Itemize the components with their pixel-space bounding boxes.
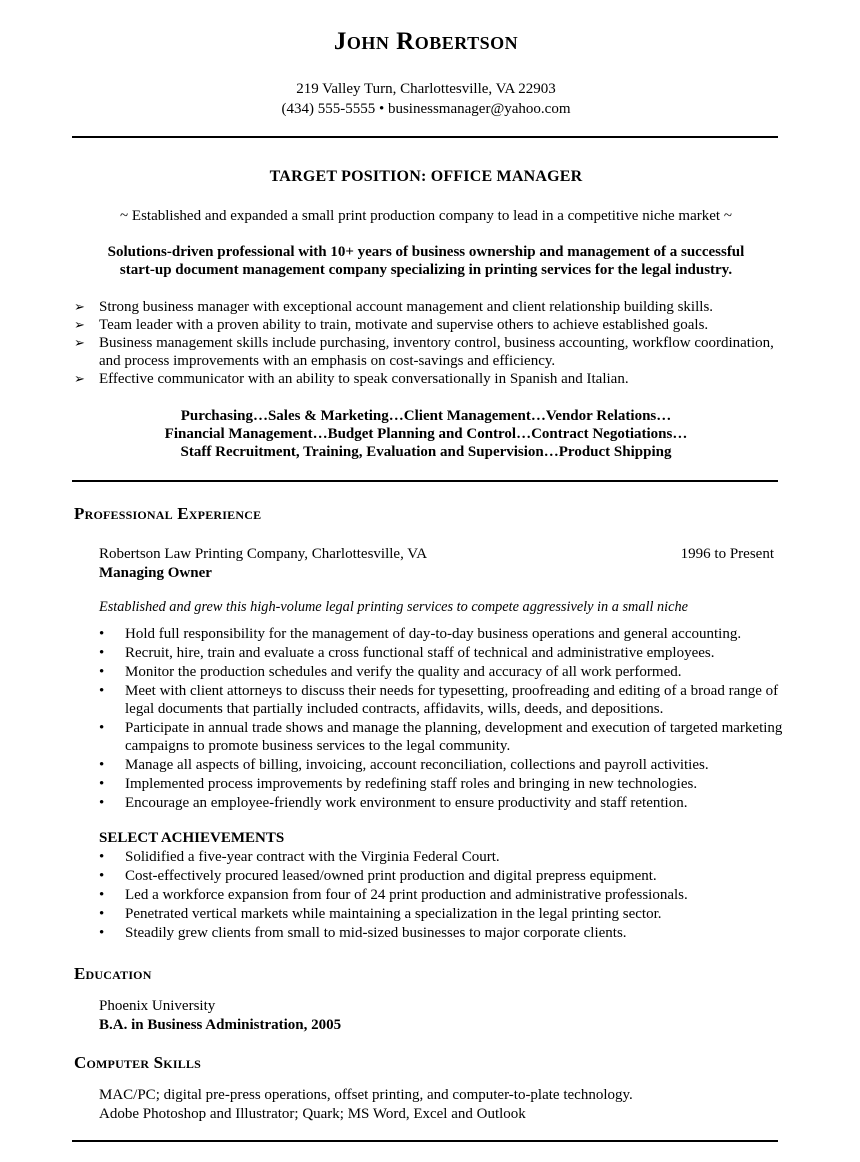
duty-item: • Recruit, hire, train and evaluate a cross functional staff of technical and administrative employees.	[99, 645, 715, 661]
summary-divider	[72, 480, 778, 482]
achievement-item: • Cost-effectively procured leased/owned print production and digital prepress equipment.	[99, 868, 657, 884]
summary	[74, 243, 778, 279]
arrow-icon: ➢	[74, 317, 85, 332]
job-title: Managing Owner	[99, 565, 212, 581]
degree: B.A. in Business Administration, 2005	[99, 1017, 342, 1033]
highlight-item: ➢ Team leader with a proven ability to train, motivate and supervise others to achieve established goals.	[74, 317, 709, 333]
achievement-item: • Led a workforce expansion from four of 24 print production and administrative professionals.	[99, 887, 688, 903]
arrow-icon: ➢	[74, 335, 85, 350]
keyword-line: Staff Recruitment, Training, Evaluation and Supervision…Product Shipping	[180, 444, 672, 460]
bullet-icon: •	[99, 757, 105, 773]
bullet-icon: •	[99, 720, 105, 736]
skills-heading: Computer Skills	[74, 1053, 201, 1072]
education-heading: Education	[74, 964, 152, 983]
highlight-item: ➢ Strong business manager with exceptional account management and client relationship building skills.	[74, 299, 714, 315]
footer-divider	[72, 1140, 778, 1142]
duty-item: • Manage all aspects of billing, invoicing, account reconciliation, collections and payroll activities.	[99, 757, 709, 773]
achievement-item: • Penetrated vertical markets while maintaining a specialization in the legal printing sector.	[99, 906, 662, 922]
duty-item: • Encourage an employee-friendly work environment to ensure productivity and staff retention.	[99, 795, 688, 811]
experience-heading: Professional Experience	[74, 504, 262, 523]
duty-item: • Monitor the production schedules and verify the quality and accuracy of all work performed.	[99, 664, 682, 680]
keyword-list	[74, 407, 778, 461]
school-name: Phoenix University	[99, 998, 216, 1014]
candidate-name: John Robertson	[333, 28, 519, 55]
company-name: Robertson Law Printing Company, Charlottesville, VA	[99, 546, 428, 562]
highlight-item: ➢ Effective communicator with an ability to speak conversationally in Spanish and Italian.	[74, 371, 629, 387]
job-description: Established and grew this high-volume legal printing services to compete aggressively in a small niche	[99, 599, 688, 615]
highlight-item: ➢ Business management skills include purchasing, inventory control, business accounting, workflow coordination, and process improvements with an emphasis on cost-savings and efficiency.	[74, 335, 774, 369]
employment-dates: 1996 to Present	[680, 546, 774, 562]
duties-list	[99, 625, 789, 813]
target-position: TARGET POSITION: OFFICE MANAGER	[269, 168, 583, 185]
bullet-icon: •	[99, 887, 105, 903]
bullet-icon: •	[99, 776, 105, 792]
bullet-icon: •	[99, 683, 105, 699]
duty-item: • Meet with client attorneys to discuss their needs for typesetting, proofreading and editing of a broad range of legal documents that partially included contracts, affidavits, wills, deeds, and depositions.	[99, 683, 779, 717]
bullet-icon: •	[99, 906, 105, 922]
summary-line: start-up document management company specializing in printing services for the legal industry.	[119, 262, 733, 278]
keyword-line: Financial Management…Budget Planning and Control…Contract Negotiations…	[164, 426, 688, 442]
tagline: ~ Established and expanded a small print production company to lead in a competitive niche market ~	[120, 208, 732, 224]
bullet-icon: •	[99, 795, 105, 811]
bullet-icon: •	[99, 849, 105, 865]
contact-info: (434) 555-5555 • businessmanager@yahoo.com	[281, 101, 571, 117]
summary-line: Solutions-driven professional with 10+ years of business ownership and management of a successful	[107, 244, 745, 260]
duty-item: • Hold full responsibility for the management of day-to-day business operations and general accounting.	[99, 626, 742, 642]
address: 219 Valley Turn, Charlottesville, VA 22903	[296, 81, 556, 97]
achievement-item: • Steadily grew clients from small to mid-sized businesses to major corporate clients.	[99, 925, 627, 941]
keyword-line: Purchasing…Sales & Marketing…Client Management…Vendor Relations…	[180, 408, 672, 424]
header-divider	[72, 136, 778, 138]
skills-line: MAC/PC; digital pre-press operations, offset printing, and computer-to-plate technology.	[99, 1087, 633, 1103]
achievements-heading: SELECT ACHIEVEMENTS	[99, 830, 285, 846]
duty-item: • Implemented process improvements by redefining staff roles and bringing in new technologies.	[99, 776, 698, 792]
bullet-icon: •	[99, 645, 105, 661]
duty-item: • Participate in annual trade shows and manage the planning, development and execution of targeted marketing campaigns to promote business services to the legal community.	[99, 720, 783, 754]
bullet-icon: •	[99, 664, 105, 680]
highlights-list	[74, 298, 778, 388]
bullet-icon: •	[99, 868, 105, 884]
arrow-icon: ➢	[74, 299, 85, 314]
skills-line: Adobe Photoshop and Illustrator; Quark; MS Word, Excel and Outlook	[99, 1106, 526, 1122]
bullet-icon: •	[99, 925, 105, 941]
achievements-list	[99, 848, 789, 943]
achievement-item: • Solidified a five-year contract with the Virginia Federal Court.	[99, 849, 500, 865]
arrow-icon: ➢	[74, 371, 85, 386]
bullet-icon: •	[99, 626, 105, 642]
